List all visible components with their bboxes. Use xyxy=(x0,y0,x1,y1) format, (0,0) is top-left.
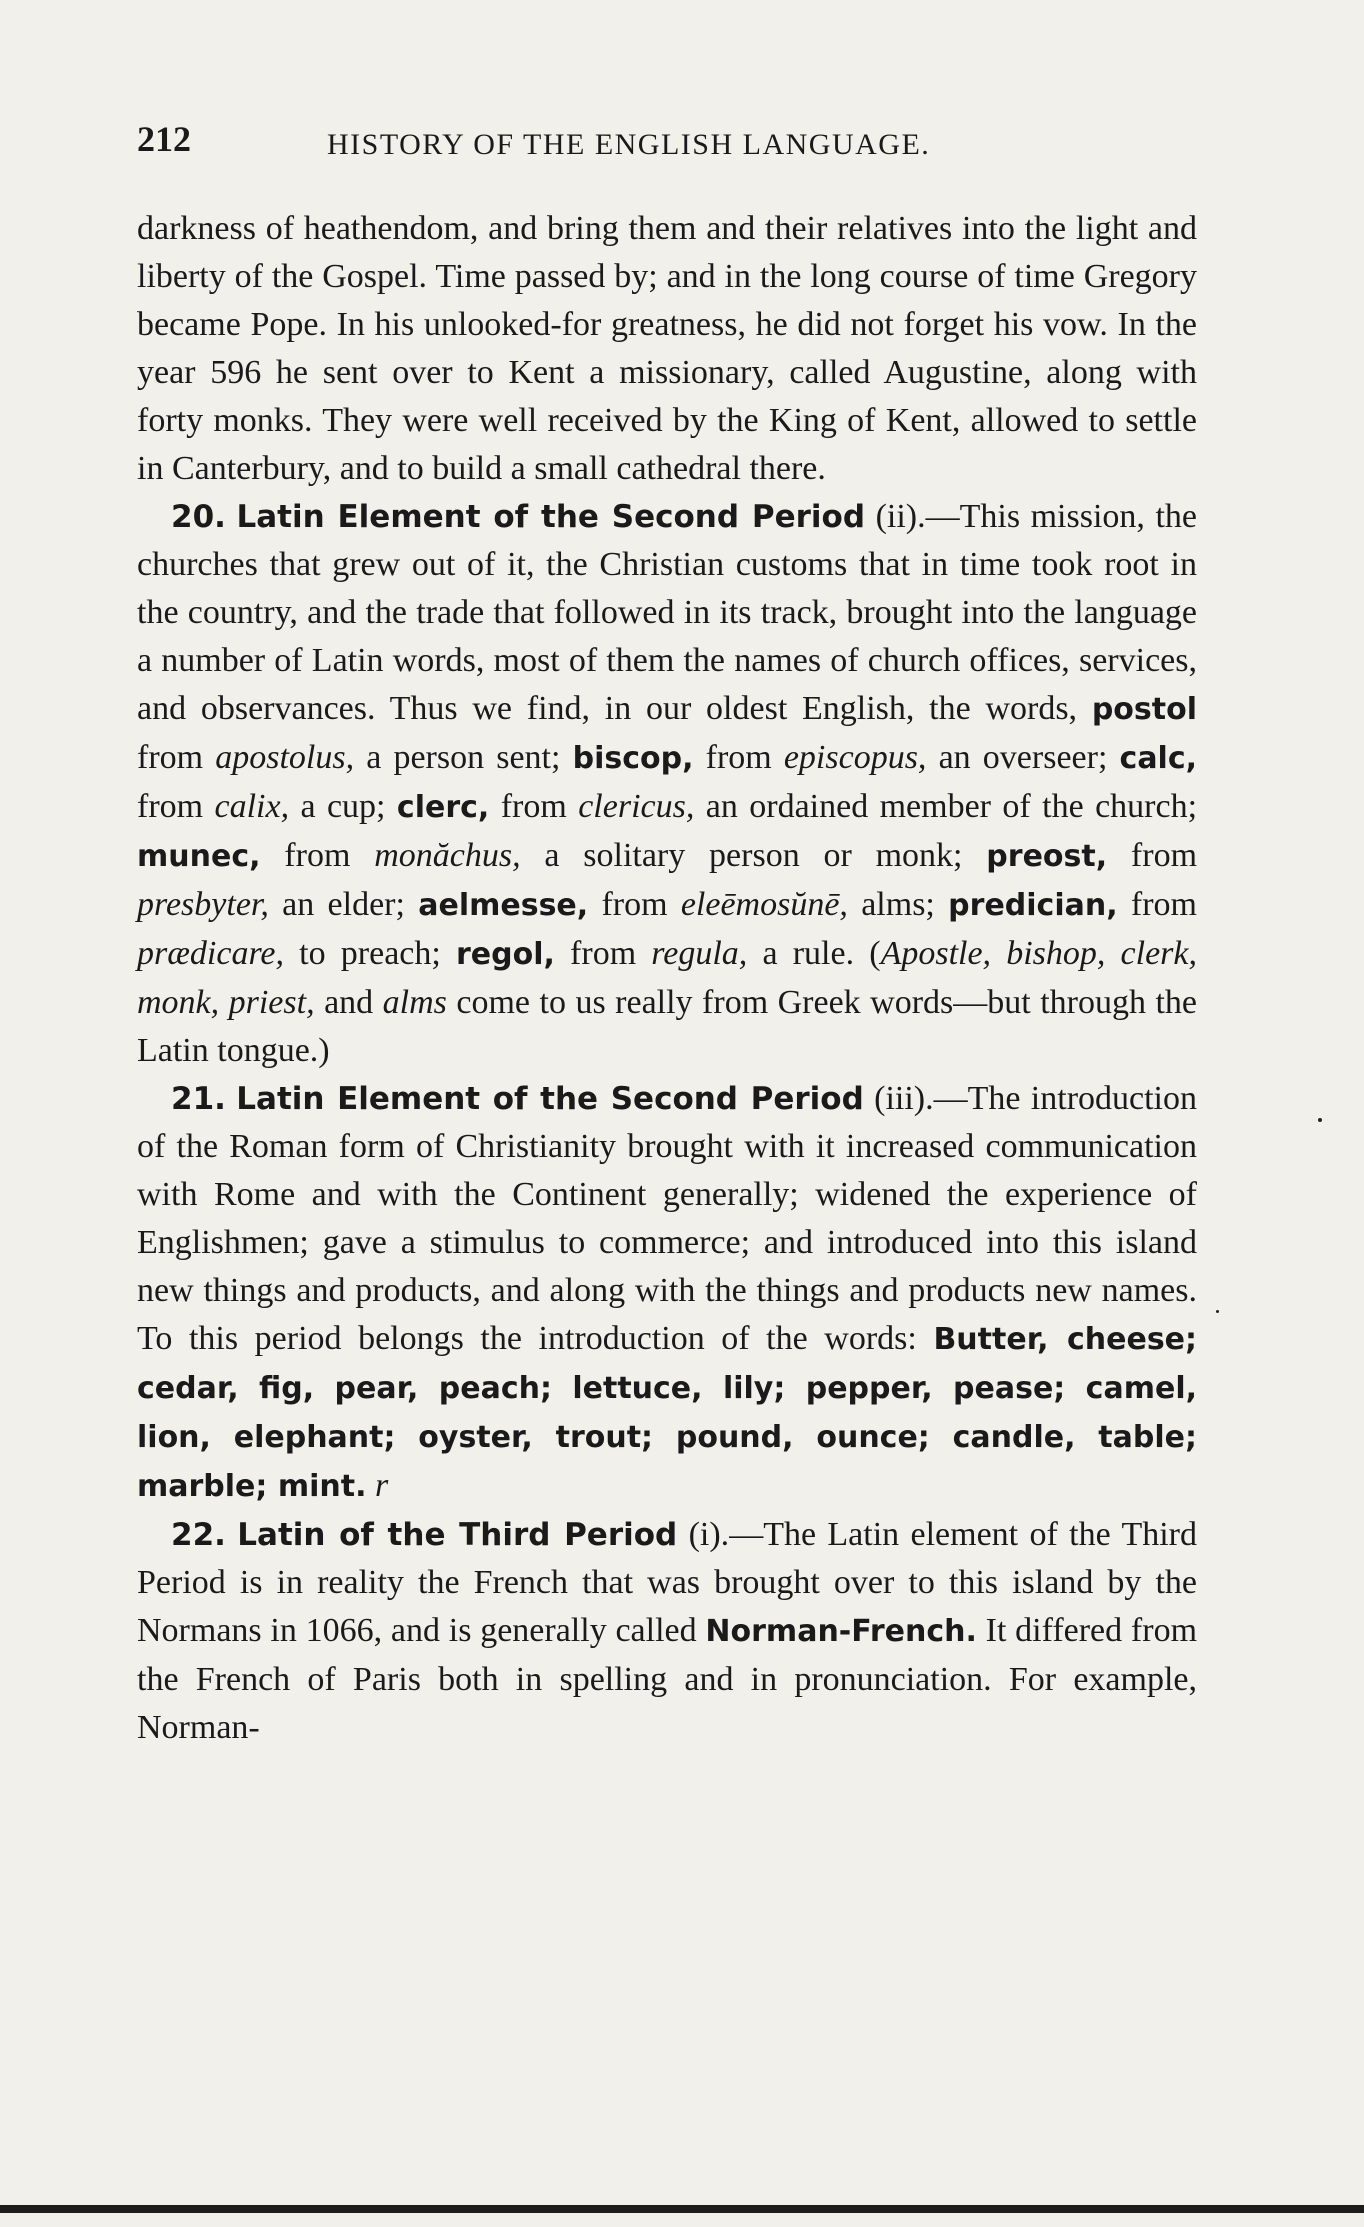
paragraph-continuation: darkness of heathendom, and bring them and their relatives into the light and liberty of the Gospel. Time passed by; and in the long course of time Gregory became Pope. In his unlooked-for greatness, he did not forget his vow. In the year 596 he sent over to Kent a missionary, called Augustine, along with forty monks. They were well received by the King of Kent, allowed to settle in Canterbury, and to build a small cathedral there. xyxy=(137,210,1197,487)
old-english-word: aelmesse, xyxy=(418,888,589,923)
speck xyxy=(1318,1118,1322,1122)
section-part: (i). xyxy=(688,1516,730,1553)
page-number: 212 xyxy=(137,119,191,159)
old-english-word: clerc, xyxy=(396,790,490,825)
section-text: from xyxy=(554,935,652,972)
running-title: HISTORY OF THE ENGLISH LANGUAGE. xyxy=(327,128,931,161)
old-english-word: biscop, xyxy=(572,741,694,776)
section-22 xyxy=(137,1511,1197,1752)
old-english-word: regol, xyxy=(455,937,555,972)
section-20 xyxy=(137,493,1197,1075)
section-text: an ordained member of the church; xyxy=(694,788,1198,825)
section-text: an elder; xyxy=(268,886,405,923)
margin-mark: r xyxy=(374,1467,389,1504)
section-heading: Latin of the Third Period xyxy=(237,1517,678,1553)
latin-word: episcopus, xyxy=(783,739,927,776)
section-number: 20. xyxy=(171,499,226,535)
section-part: (iii). xyxy=(874,1080,934,1117)
old-english-word: postol xyxy=(1091,692,1197,727)
section-text: —The introduction of the Roman form of Christianity brought with it increased communication with Rome and with the Continent generally; widened the experience of Englishmen; gave a stimulus to commerce; and introduced into this island new things and products, and along with the things and products new names. To this period belongs the introduction of the words: xyxy=(137,1080,1198,1357)
section-text: from xyxy=(137,788,215,825)
section-number: 21. xyxy=(171,1081,226,1117)
section-text: from xyxy=(260,837,375,874)
section-text: a cup; xyxy=(289,788,386,825)
latin-word: apostolus, xyxy=(215,739,355,776)
section-number: 22. xyxy=(171,1517,226,1553)
section-21 xyxy=(137,1075,1197,1511)
old-english-word: munec, xyxy=(137,839,261,874)
latin-loanwords: Butter, cheese; cedar, fig, pear, peach; lettuce, lily; pepper, pease; camel, lion, elephant; oyster, trout; pound, ounce; candle, table; marble; mint. xyxy=(137,1322,1198,1504)
section-text: It differed from the French of Paris both in spelling and in pronunciation. For example, Norman- xyxy=(137,1612,1198,1746)
section-text: come to us really from Greek words—but through the Latin tongue.) xyxy=(137,984,1198,1069)
body-text xyxy=(137,205,1197,1752)
section-text: from xyxy=(1107,837,1198,874)
old-english-word: predician, xyxy=(948,888,1118,923)
section-text: —The Latin element of the Third Period is in reality the French that was brought over to this island by the Normans in 1066, and is generally called xyxy=(137,1516,1197,1649)
latin-word: clericus, xyxy=(578,788,695,825)
section-heading: Latin Element of the Second Period xyxy=(236,499,866,535)
speck xyxy=(1216,1310,1219,1313)
section-part: (ii). xyxy=(875,498,926,535)
latin-word: prædicare, xyxy=(137,935,285,972)
section-text: from xyxy=(137,739,216,776)
latin-word: eleēmosŭnē, xyxy=(680,886,848,923)
section-heading: Latin Element of the Second Period xyxy=(236,1081,864,1117)
section-text: a solitary person or monk; xyxy=(520,837,963,874)
english-words: Apostle, bishop, clerk, monk, priest, xyxy=(137,935,1197,1021)
old-english-word: calc, xyxy=(1119,741,1198,776)
section-text: —This mission, the churches that grew out of it, the Christian customs that in time took root in the country, and the trade that followed in its track, brought into the language a number of Latin words, most of them the names of church offices, services, and observances. Thus we find, in our oldest English, the words, xyxy=(137,498,1197,727)
latin-word: monăchus, xyxy=(374,837,521,874)
english-words: alms xyxy=(382,984,447,1021)
latin-word: presbyter, xyxy=(137,886,269,923)
latin-word: calix, xyxy=(214,788,290,825)
section-text: from xyxy=(693,739,784,776)
section-text: a person sent; xyxy=(354,739,561,776)
bottom-rule xyxy=(0,2205,1364,2213)
old-english-word: preost, xyxy=(986,839,1108,874)
section-text: an overseer; xyxy=(926,739,1108,776)
section-text: alms; xyxy=(847,886,935,923)
section-text: to preach; xyxy=(284,935,441,972)
section-text: and xyxy=(314,984,383,1021)
section-text: from xyxy=(588,886,681,923)
latin-word: regula, xyxy=(651,935,748,972)
section-text: from xyxy=(489,788,579,825)
norman-french-term: Norman-French. xyxy=(705,1614,977,1649)
section-text: from xyxy=(1117,886,1197,923)
section-text: a rule. ( xyxy=(747,935,881,972)
